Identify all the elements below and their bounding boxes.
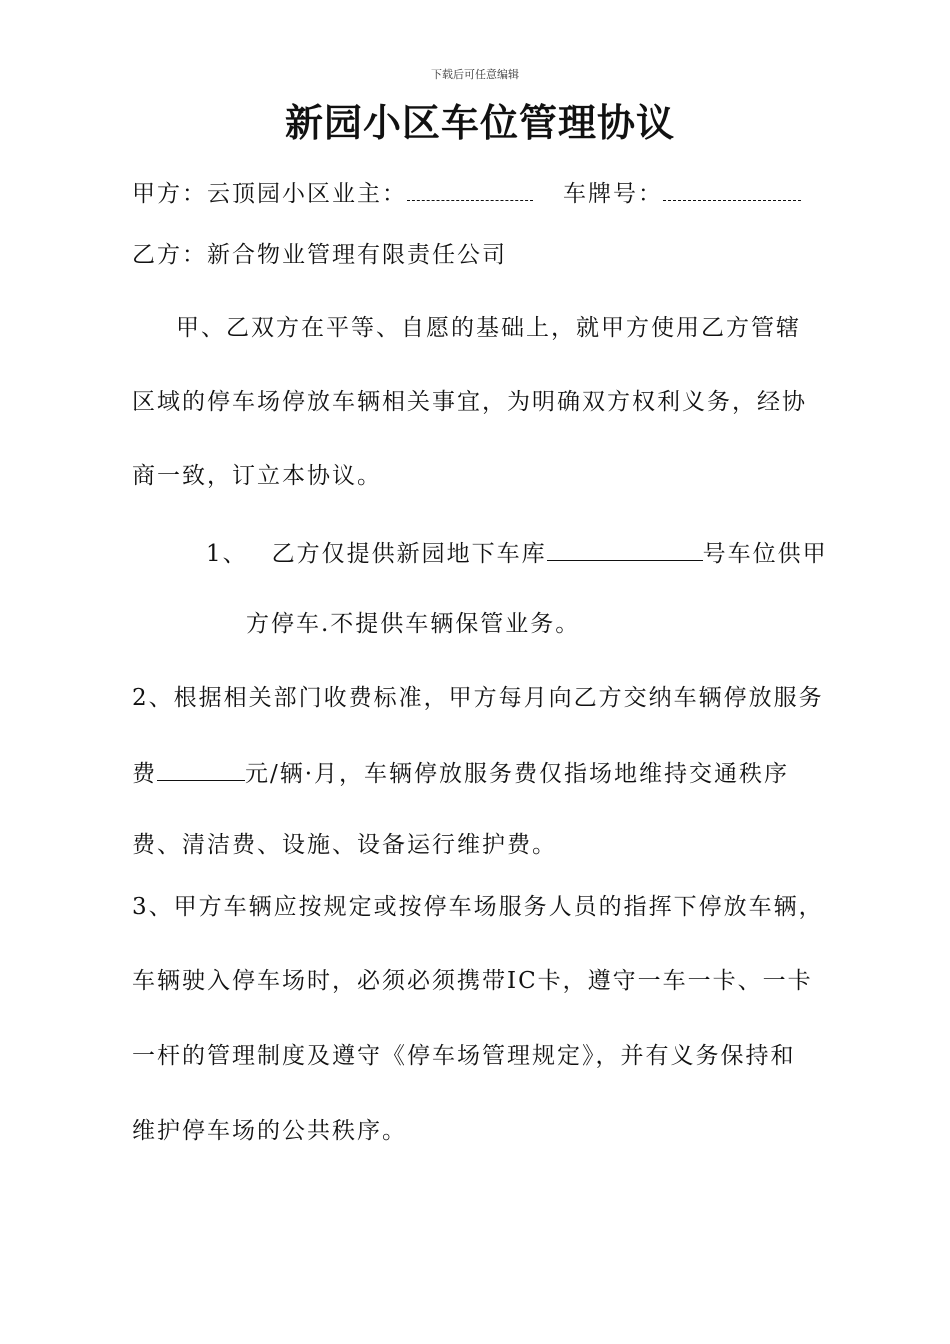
- intro-line-2: 区域的停车场停放车辆相关事宜，为明确双方权利义务，经协: [132, 389, 807, 415]
- party-a-line: [132, 178, 801, 209]
- clause-3-line-4: 维护停车场的公共秩序。: [132, 1118, 407, 1144]
- header-note: 下载后可任意编辑: [431, 68, 519, 81]
- clause-3-line-1: 3、甲方车辆应按规定或按停车场服务人员的指挥下停放车辆，: [132, 894, 824, 920]
- clause-2-fee-text: 元/辆·月，车辆停放服务费仅指场地维持交通秩序: [245, 761, 790, 787]
- clause-2-fee-label: 费: [132, 761, 157, 787]
- clause-2-line-1: 2、根据相关部门收费标准，甲方每月向乙方交纳车辆停放服务: [132, 685, 824, 711]
- party-b-line: 乙方：新合物业管理有限责任公司: [132, 242, 507, 268]
- clause-1-text-before: 乙方仅提供新园地下车库: [271, 541, 547, 567]
- owner-blank: [407, 178, 533, 201]
- plate-label: 车牌号：: [563, 181, 663, 207]
- intro-line-3: 商一致，订立本协议。: [132, 463, 382, 489]
- plate-blank: [663, 178, 801, 201]
- clause-3-line-2: 车辆驶入停车场时，必须必须携带IC卡，遵守一车一卡、一卡: [132, 968, 813, 994]
- clause-1-text-after: 号车位供甲: [702, 541, 828, 567]
- clause-1-number: 1、: [206, 541, 248, 567]
- space-number-blank: [547, 536, 703, 561]
- clause-1-line-2: 方停车.不提供车辆保管业务。: [246, 611, 581, 637]
- fee-amount-blank: [157, 756, 245, 781]
- clause-1-line-1: [206, 536, 828, 569]
- intro-line-1: 甲、乙双方在平等、自愿的基础上，就甲方使用乙方管辖: [176, 315, 801, 341]
- clause-2-line-2: [132, 756, 789, 789]
- document-title: 新园小区车位管理协议: [284, 101, 675, 145]
- party-a-label: 甲方：云顶园小区业主：: [132, 181, 407, 207]
- clause-2-line-3: 费、清洁费、设施、设备运行维护费。: [132, 832, 557, 858]
- clause-3-line-3: 一杆的管理制度及遵守《停车场管理规定》，并有义务保持和: [132, 1043, 796, 1069]
